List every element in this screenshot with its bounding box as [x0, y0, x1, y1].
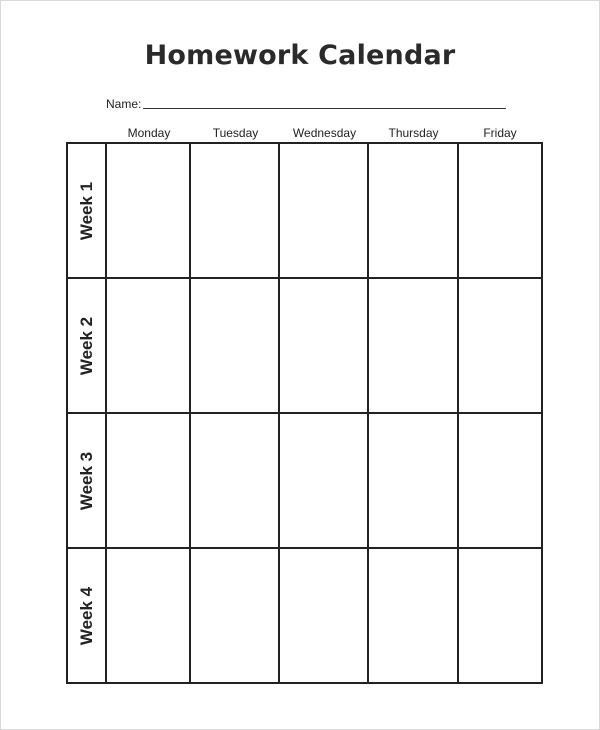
cell-week3-wednesday[interactable]	[280, 414, 367, 547]
day-header-thursday: Thursday	[388, 126, 439, 140]
cell-week1-friday[interactable]	[459, 144, 541, 277]
cell-week4-tuesday[interactable]	[191, 549, 278, 682]
day-header-tuesday: Tuesday	[212, 126, 259, 140]
day-header-friday: Friday	[483, 126, 517, 140]
cell-week3-monday[interactable]	[107, 414, 189, 547]
week-label-1-text: Week 1	[77, 181, 97, 240]
cell-week1-wednesday[interactable]	[280, 144, 367, 277]
cell-week2-friday[interactable]	[459, 279, 541, 412]
cell-week2-tuesday[interactable]	[191, 279, 278, 412]
day-header-wednesday: Wednesday	[292, 126, 357, 140]
name-write-line[interactable]	[143, 108, 506, 109]
cell-week2-wednesday[interactable]	[280, 279, 367, 412]
cell-week4-thursday[interactable]	[369, 549, 457, 682]
week-label-2	[68, 279, 107, 412]
week-label-4-text: Week 4	[77, 586, 97, 645]
day-headers	[0, 126, 600, 142]
cell-week4-monday[interactable]	[107, 549, 189, 682]
cell-week3-tuesday[interactable]	[191, 414, 278, 547]
calendar-grid	[66, 142, 543, 684]
cell-week2-monday[interactable]	[107, 279, 189, 412]
cell-week3-friday[interactable]	[459, 414, 541, 547]
cell-week3-thursday[interactable]	[369, 414, 457, 547]
cell-week4-friday[interactable]	[459, 549, 541, 682]
week-label-1	[68, 144, 107, 277]
week-label-3-text: Week 3	[77, 451, 97, 510]
name-label: Name:	[106, 97, 142, 111]
page-title: Homework Calendar	[144, 40, 456, 71]
week-label-3	[68, 414, 107, 547]
cell-week2-thursday[interactable]	[369, 279, 457, 412]
cell-week4-wednesday[interactable]	[280, 549, 367, 682]
cell-week1-thursday[interactable]	[369, 144, 457, 277]
week-label-2-text: Week 2	[77, 316, 97, 375]
cell-week1-monday[interactable]	[107, 144, 189, 277]
name-field[interactable]	[106, 96, 506, 112]
day-header-monday: Monday	[127, 126, 171, 140]
cell-week1-tuesday[interactable]	[191, 144, 278, 277]
week-label-4	[68, 549, 107, 682]
